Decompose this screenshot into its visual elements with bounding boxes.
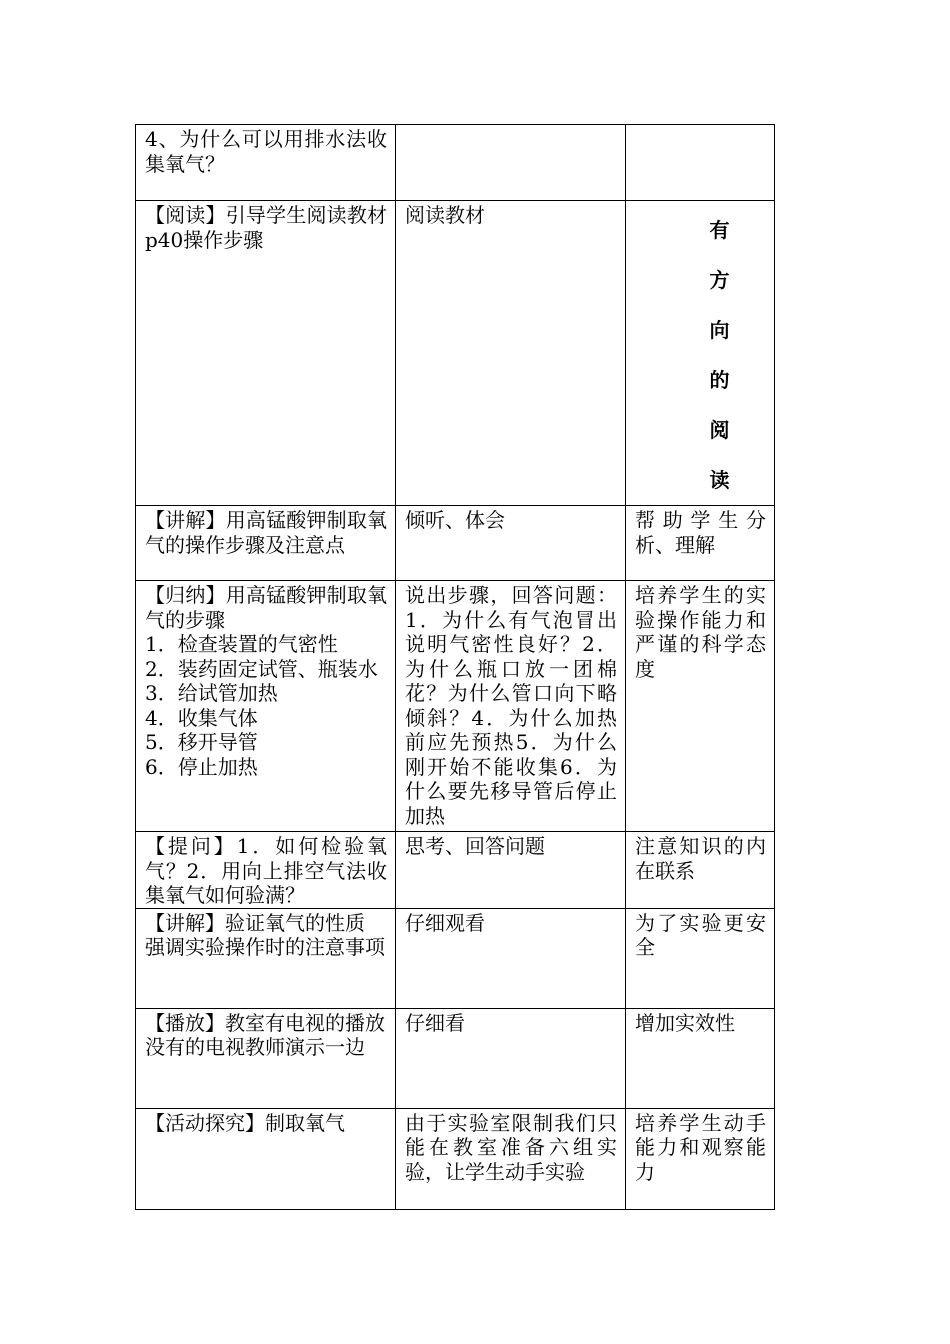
design-intent-cell	[626, 832, 775, 909]
design-intent-cell	[626, 908, 775, 1008]
design-intent-cell	[626, 201, 775, 506]
vertical-char: 向	[709, 318, 730, 342]
student-activity-cell	[396, 1008, 626, 1108]
student-text: 说出步骤，回答问题：1．为什么有气泡冒出说明气密性良好？2．为什么瓶口放一团棉花？为什么管口向下略倾斜？4．为什么加热前应先预热5．为什么刚开始不能收集6．为什么要先移导管后停止加热	[405, 583, 617, 828]
design-intent-cell	[626, 506, 775, 581]
teacher-text: 强调实验操作时的注意事项	[145, 935, 385, 959]
lesson-plan-table	[135, 124, 775, 1210]
student-text: 思考、回答问题	[405, 834, 545, 858]
vertical-char: 读	[709, 468, 730, 492]
vertical-char: 阅	[709, 418, 730, 442]
student-text: 由于实验室限制我们只能在教室准备六组实验，让学生动手实验	[405, 1110, 617, 1184]
teacher-text: 【活动探究】制取氧气	[145, 1110, 345, 1135]
intent-text: 增加实效性	[635, 1010, 735, 1035]
design-intent-cell	[626, 1008, 775, 1108]
teacher-text: 4、为什么可以用排水法收集氧气？	[145, 127, 387, 176]
teacher-activity-cell	[136, 581, 396, 832]
table-row	[136, 506, 775, 581]
student-activity-cell	[396, 506, 626, 581]
student-text: 阅读教材	[405, 203, 485, 227]
table-row	[136, 581, 775, 832]
teacher-text: 【讲解】验证氧气的性质	[145, 910, 365, 935]
step-item: 1．检查装置的气密性	[145, 632, 338, 656]
intent-text: 培养学生动手能力和观察能力	[635, 1110, 766, 1184]
teacher-activity-cell	[136, 506, 396, 581]
table-row	[136, 125, 775, 201]
intent-text: 注意知识的内在联系	[635, 834, 766, 883]
step-item: 2．装药固定试管、瓶装水	[145, 656, 378, 681]
intent-text: 培养学生的实验操作能力和严谨的科学态度	[635, 583, 766, 681]
teacher-activity-cell	[136, 1108, 396, 1209]
table-row	[136, 908, 775, 1008]
student-activity-cell	[396, 832, 626, 909]
step-item: 6．停止加热	[145, 754, 258, 779]
design-intent-cell	[626, 581, 775, 832]
student-activity-cell	[396, 1108, 626, 1209]
student-activity-cell	[396, 908, 626, 1008]
intent-text: 为了实验更安全	[635, 910, 766, 959]
teacher-activity-cell	[136, 832, 396, 909]
design-intent-cell	[626, 1108, 775, 1209]
teacher-text: 【提问】1．如何检验氧气？2．用向上排空气法收集氧气如何验满？	[145, 834, 387, 907]
table-row	[136, 1008, 775, 1108]
intent-text: 帮助学生分析、理解	[635, 508, 766, 557]
student-activity-cell	[396, 581, 626, 832]
teacher-text: 没有的电视教师演示一边	[145, 1035, 365, 1059]
vertical-char: 的	[709, 368, 730, 392]
student-text: 仔细观看	[405, 910, 485, 935]
table-row	[136, 832, 775, 909]
step-item: 5．移开导管	[145, 730, 258, 754]
teacher-activity-cell	[136, 908, 396, 1008]
vertical-char: 有	[709, 218, 730, 242]
teacher-activity-cell	[136, 201, 396, 506]
student-activity-cell	[396, 201, 626, 506]
teacher-activity-cell	[136, 1008, 396, 1108]
teacher-text: 【归纳】用高锰酸钾制取氧气的步骤	[145, 583, 387, 632]
step-item: 3．给试管加热	[145, 681, 278, 705]
student-text: 仔细看	[405, 1010, 465, 1035]
table-row	[136, 1108, 775, 1209]
step-item: 4．收集气体	[145, 705, 258, 730]
teacher-text: 【阅读】引导学生阅读教材p40操作步骤	[145, 203, 387, 252]
teacher-text: 【讲解】用高锰酸钾制取氧气的操作步骤及注意点	[145, 508, 387, 557]
vertical-char: 方	[709, 268, 730, 292]
teacher-activity-cell	[136, 125, 396, 201]
student-activity-cell	[396, 125, 626, 201]
table-row	[136, 201, 775, 506]
design-intent-cell	[626, 125, 775, 201]
student-text: 倾听、体会	[405, 508, 505, 532]
teacher-text: 【播放】教室有电视的播放	[145, 1010, 385, 1035]
